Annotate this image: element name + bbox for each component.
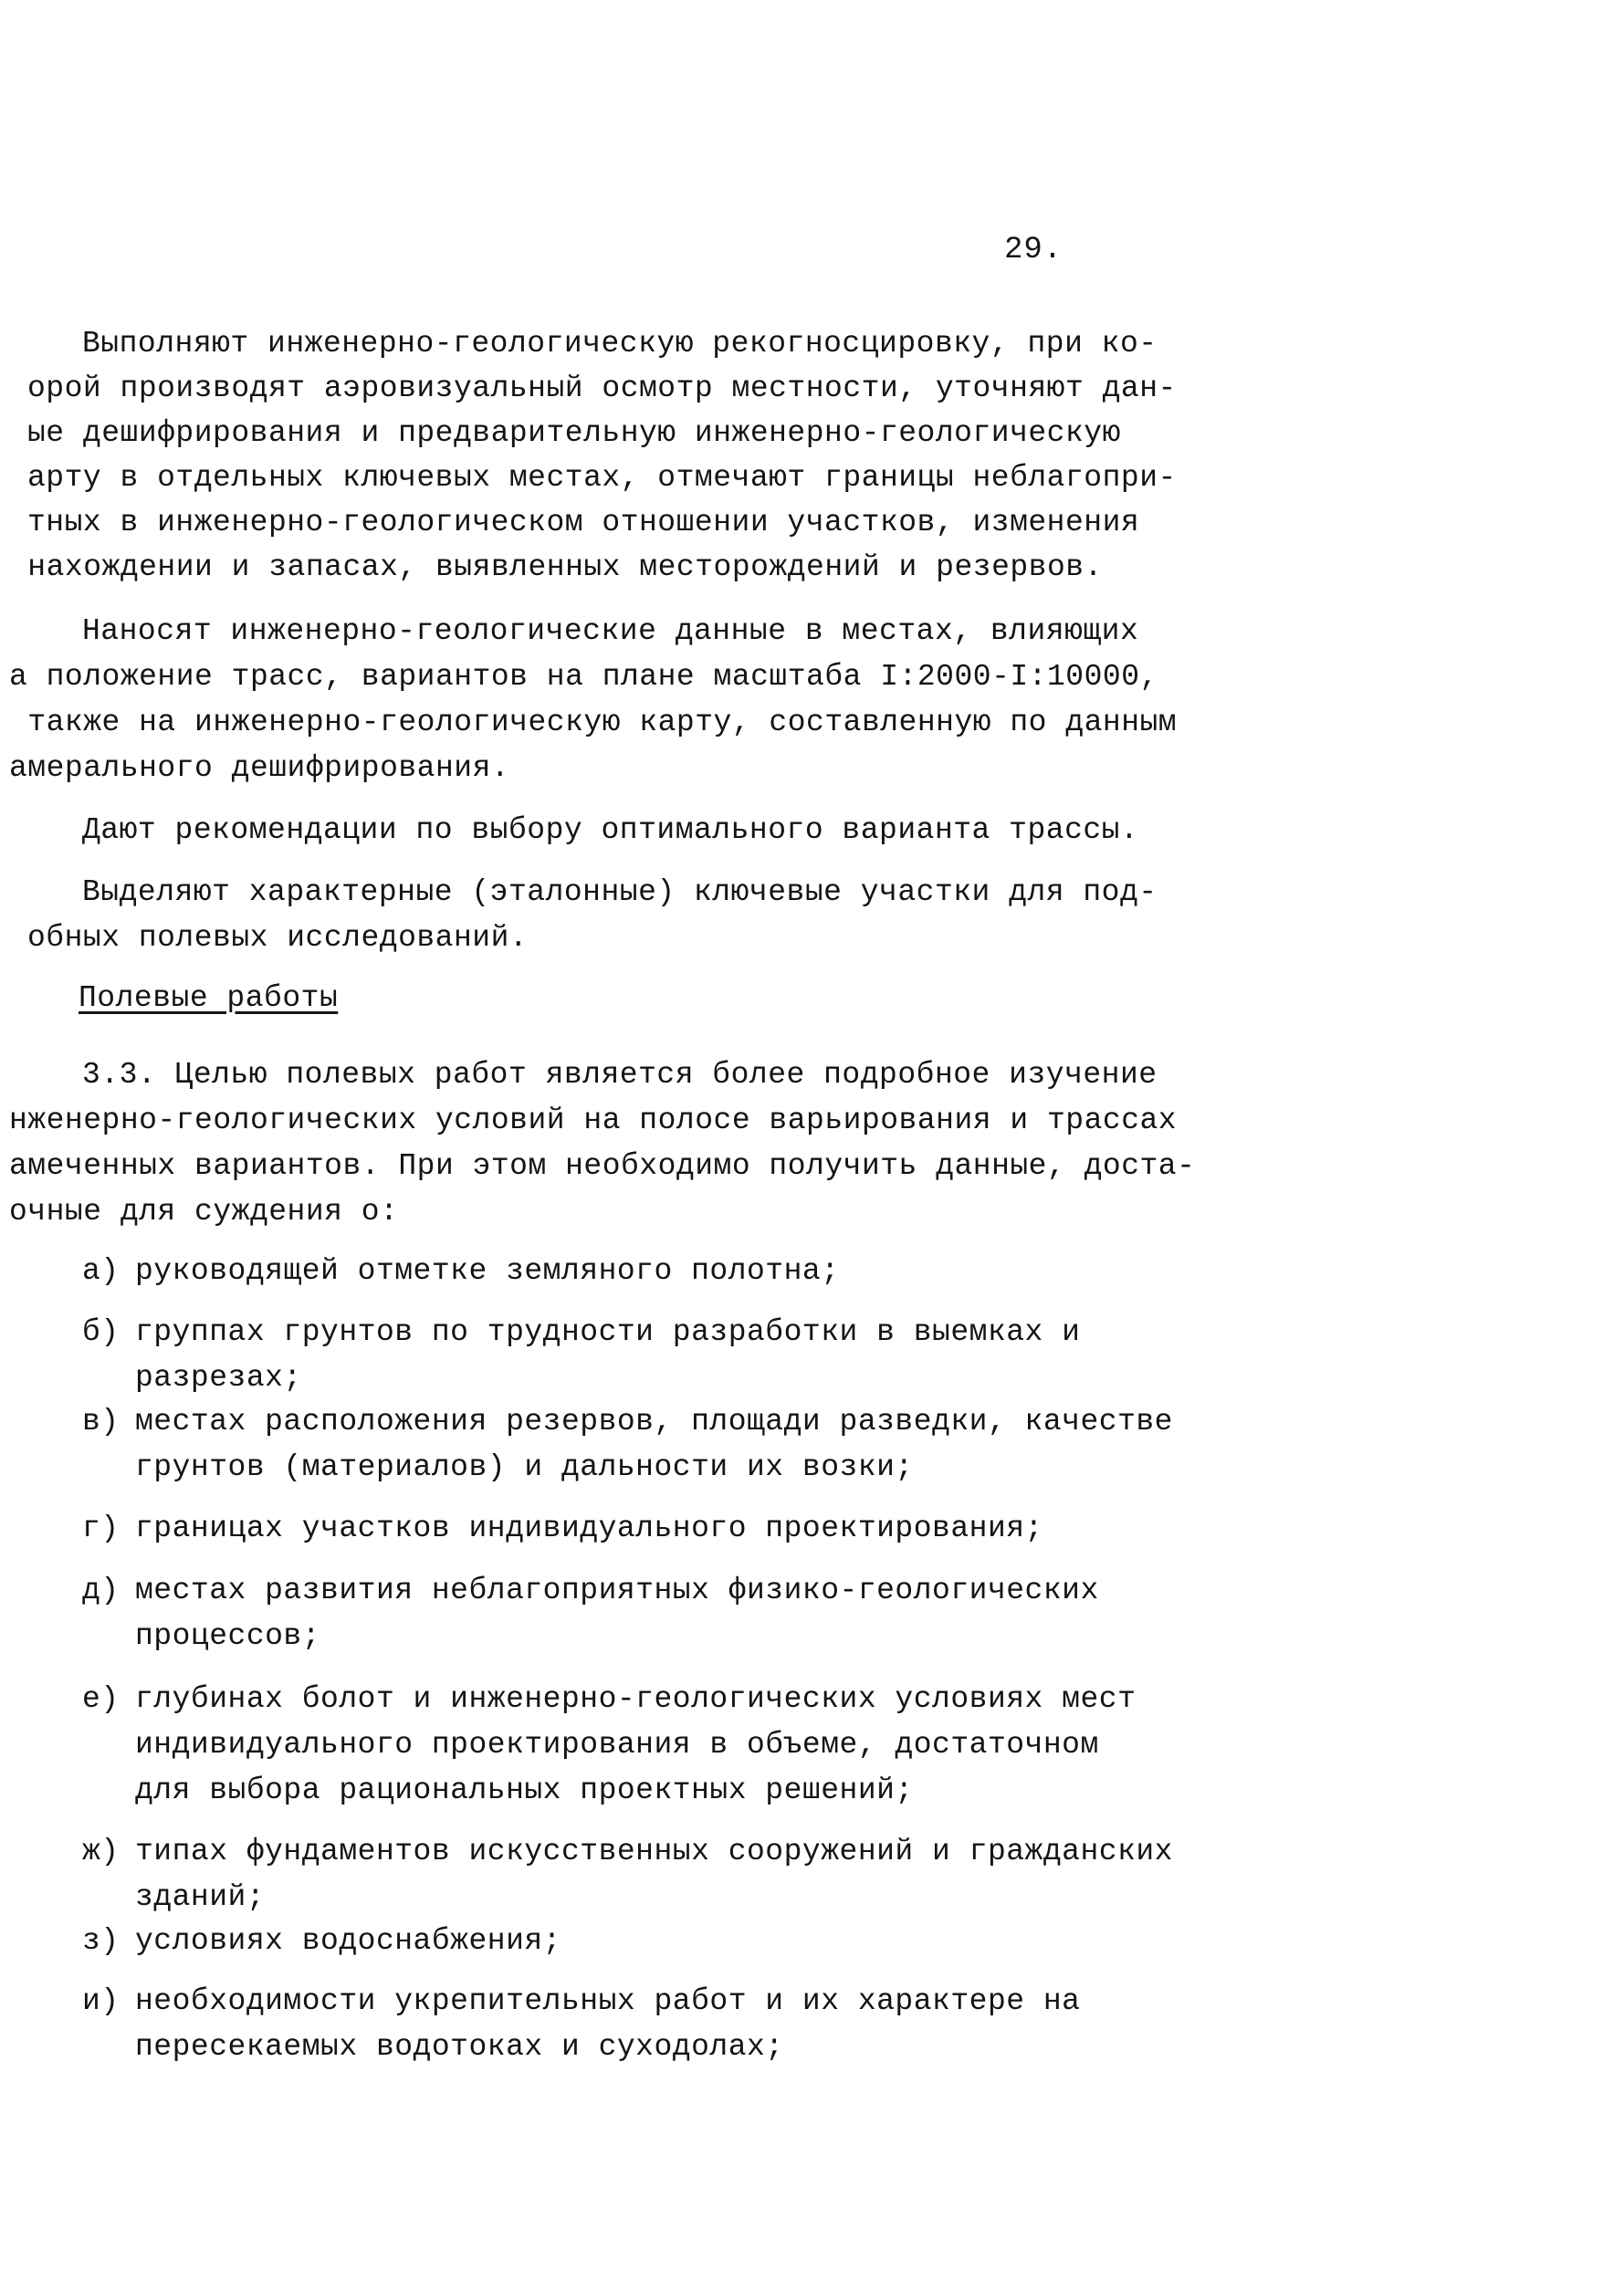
text-line: амерального дешифрирования.	[9, 751, 510, 785]
list-item: местах расположения резервов, площади разведки, качестве	[135, 1405, 1173, 1439]
list-marker: и)	[82, 1984, 120, 2018]
list-item: для выбора рациональных проектных решений;	[135, 1774, 914, 1807]
section-heading: Полевые работы	[79, 981, 339, 1015]
list-item: зданий;	[135, 1880, 266, 1914]
text-line: нахождении и запасах, выявленных месторождений и резервов.	[9, 550, 1103, 584]
list-item: границах участков индивидуального проектирования;	[135, 1512, 1043, 1545]
text-line: также на инженерно-геологическую карту, составленную по данным	[9, 706, 1178, 739]
list-item: руководящей отметке земляного полотна;	[135, 1254, 840, 1288]
list-marker: б)	[82, 1315, 120, 1349]
list-item: разрезах;	[135, 1361, 302, 1395]
list-item: процессов;	[135, 1619, 321, 1653]
list-marker: а)	[82, 1254, 120, 1288]
text-line: нженерно-геологических условий на полосе варьирования и трассах	[9, 1104, 1178, 1137]
list-item: индивидуального проектирования в объеме, достаточном	[135, 1728, 1099, 1762]
list-marker: в)	[82, 1405, 120, 1439]
text-line: тных в инженерно-геологическом отношении участков, изменения	[27, 506, 1140, 539]
list-marker: д)	[82, 1574, 120, 1607]
list-marker: з)	[82, 1924, 120, 1958]
list-marker: ж)	[82, 1835, 120, 1868]
text-line: амеченных вариантов. При этом необходимо получить данные, доста-	[9, 1149, 1196, 1183]
list-marker: е)	[82, 1682, 120, 1716]
list-item: пересекаемых водотоках и суходолах;	[135, 2030, 784, 2064]
list-item: группах грунтов по трудности разработки в выемках и	[135, 1315, 1081, 1349]
text-line: Наносят инженерно-геологические данные в местах, влияющих	[82, 614, 1139, 648]
text-line: Выполняют инженерно-геологическую рекогносцировку, при ко-	[82, 327, 1158, 361]
page-number: 29.	[1004, 233, 1063, 267]
text-line: ые дешифрирования и предварительную инженерно-геологическую	[27, 416, 1121, 450]
text-line: 3.3. Целью полевых работ является более подробное изучение	[82, 1058, 1158, 1092]
list-item: глубинах болот и инженерно-геологических условиях мест	[135, 1682, 1137, 1716]
text-line: Дают рекомендации по выбору оптимального варианта трассы.	[82, 813, 1139, 847]
list-item: условиях водоснабжения;	[135, 1924, 561, 1958]
list-item: грунтов (материалов) и дальности их возки;	[135, 1450, 914, 1484]
text-line: орой производят аэровизуальный осмотр местности, уточняют дан-	[27, 371, 1177, 405]
text-line: обных полевых исследований.	[27, 921, 529, 955]
list-item: необходимости укрепительных работ и их характере на	[135, 1984, 1081, 2018]
list-item: местах развития неблагоприятных физико-геологических	[135, 1574, 1099, 1607]
text-line: а положение трасс, вариантов на плане масштаба I:2000-I:10000,	[9, 660, 1158, 694]
text-line: арту в отдельных ключевых местах, отмечают границы неблагопри-	[27, 461, 1177, 495]
text-line: очные для суждения о:	[9, 1195, 399, 1229]
list-marker: г)	[82, 1512, 120, 1545]
text-line: Выделяют характерные (эталонные) ключевые участки для под-	[82, 875, 1158, 909]
list-item: типах фундаментов искусственных сооружений и гражданских	[135, 1835, 1173, 1868]
